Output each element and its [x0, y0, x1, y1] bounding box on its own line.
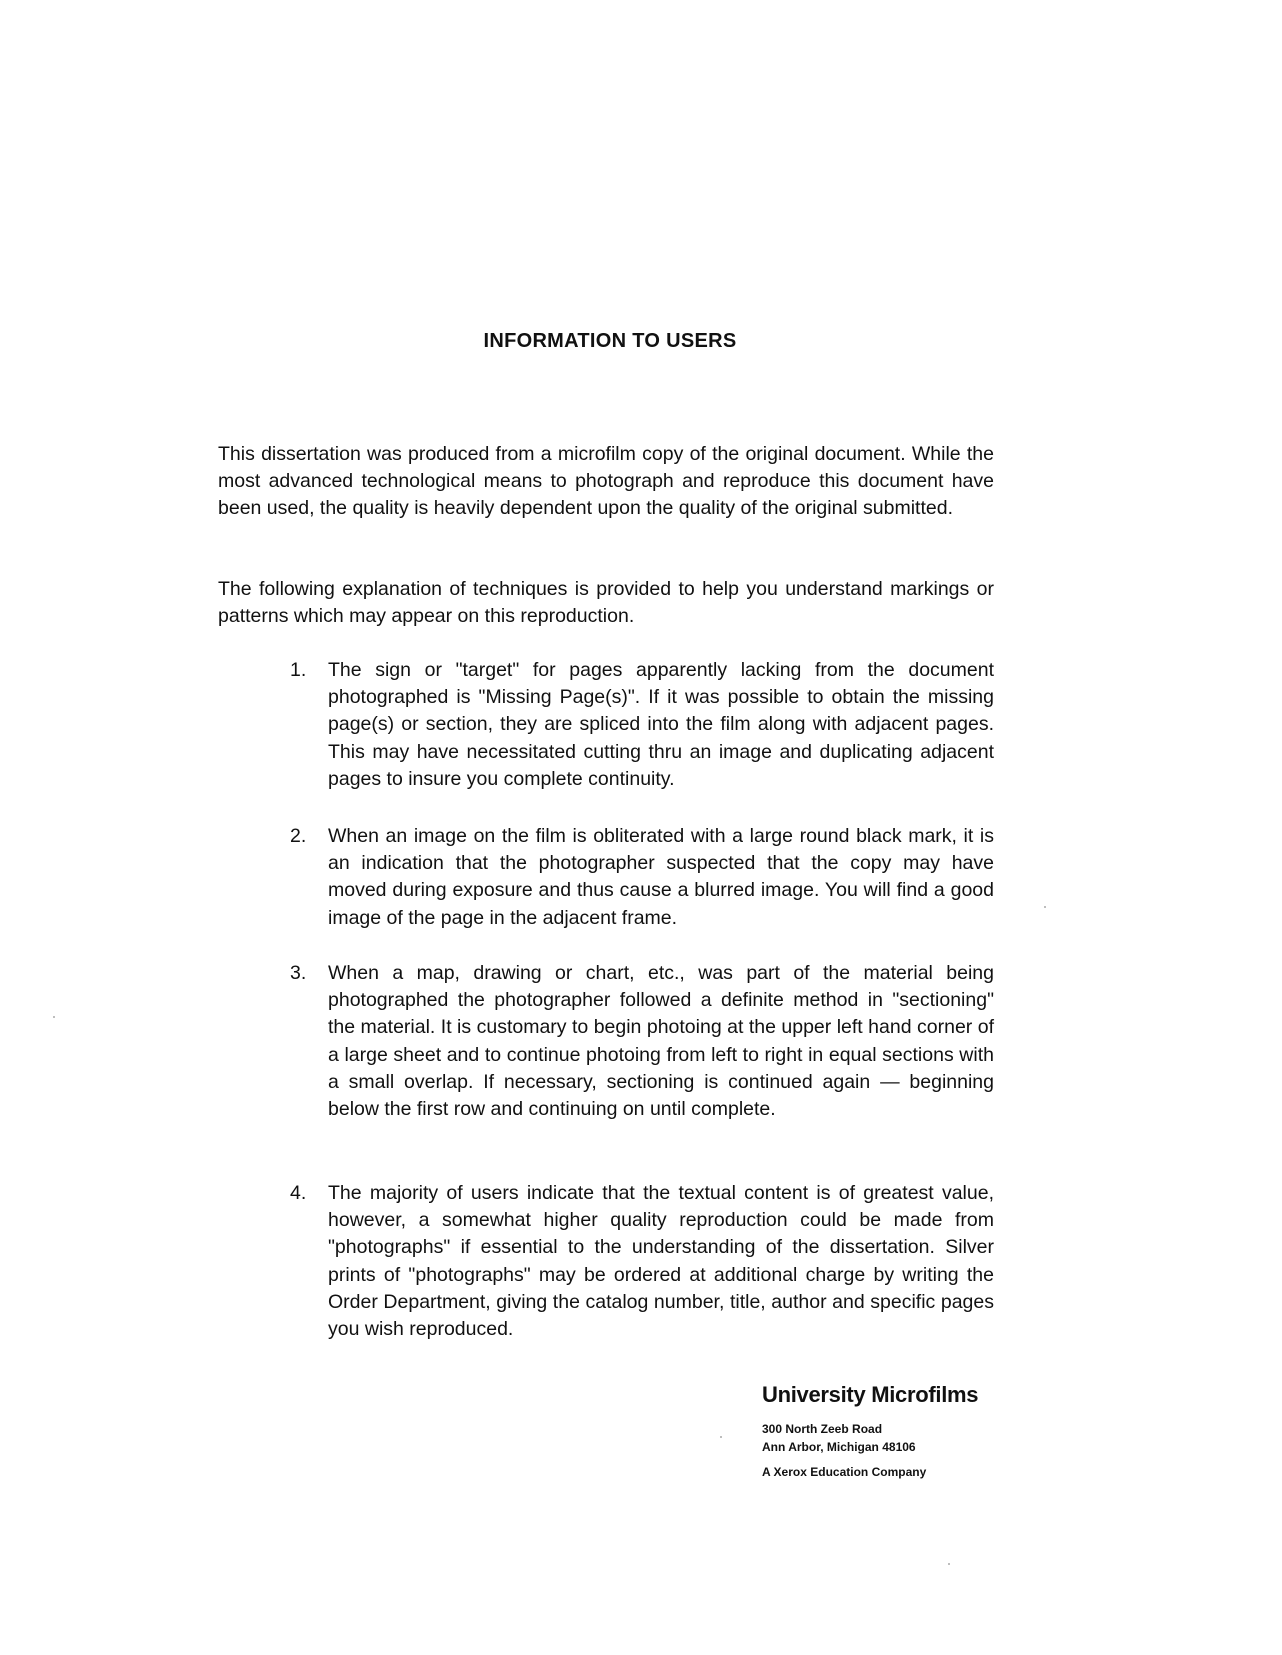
intro-paragraph: This dissertation was produced from a microfilm copy of the original document. While the most advanced technological means to photograph and reproduce this document have been used, the quality is heavily dependent upon the quality of the original submitted. [218, 443, 994, 520]
publisher-block [762, 1382, 1062, 1479]
explanation-paragraph: The following explanation of techniques is provided to help you understand markings or patterns which may appear on this reproduction. [218, 578, 994, 628]
list-item-text: The sign or "target" for pages apparently lacking from the document photographed is "Missing Page(s)". If it was possible to obtain the missing page(s) or section, they are spliced into the film along with adjacent pages. This may have necessitated cutting thru an image and duplicating adjacent pages to insure you complete continuity. [328, 659, 994, 790]
scan-speck [1044, 906, 1046, 908]
list-item-number: 4. [290, 1182, 307, 1204]
scan-speck [948, 1563, 950, 1565]
list-item-number: 2. [290, 825, 307, 847]
list-item-text: When an image on the film is obliterated with a large round black mark, it is an indication that the photographer suspected that the copy may have moved during exposure and thus cause a blurred image. You will find a good image of the page in the adjacent frame. [328, 825, 994, 929]
list-item-number: 3. [290, 962, 307, 984]
scan-speck [53, 1016, 55, 1018]
list-item-text: When a map, drawing or chart, etc., was part of the material being photographed the photographer followed a definite method in "sectioning" the material. It is customary to begin photoing at the upper left hand corner of a large sheet and to continue photoing from left to right in equal sections with a small overlap. If necessary, sectioning is continued again — beginning below the first row and continuing on until complete. [328, 962, 994, 1121]
page-title: INFORMATION TO USERS [483, 330, 737, 352]
scan-speck [720, 1436, 722, 1438]
publisher-address-line1: 300 North Zeeb Road [762, 1422, 883, 1436]
list-item-text: The majority of users indicate that the textual content is of greatest value, however, a somewhat higher quality reproduction could be made from "photographs" if essential to the understanding of the dissertation. Silver prints of "photographs" may be ordered at additional charge by writing the Order Department, giving the catalog number, title, author and specific pages you wish reproduced. [328, 1182, 994, 1341]
publisher-company: A Xerox Education Company [762, 1465, 927, 1479]
publisher-address-line2: Ann Arbor, Michigan 48106 [762, 1440, 916, 1454]
list-item-number: 1. [290, 659, 307, 681]
publisher-name: University Microfilms [762, 1382, 979, 1407]
